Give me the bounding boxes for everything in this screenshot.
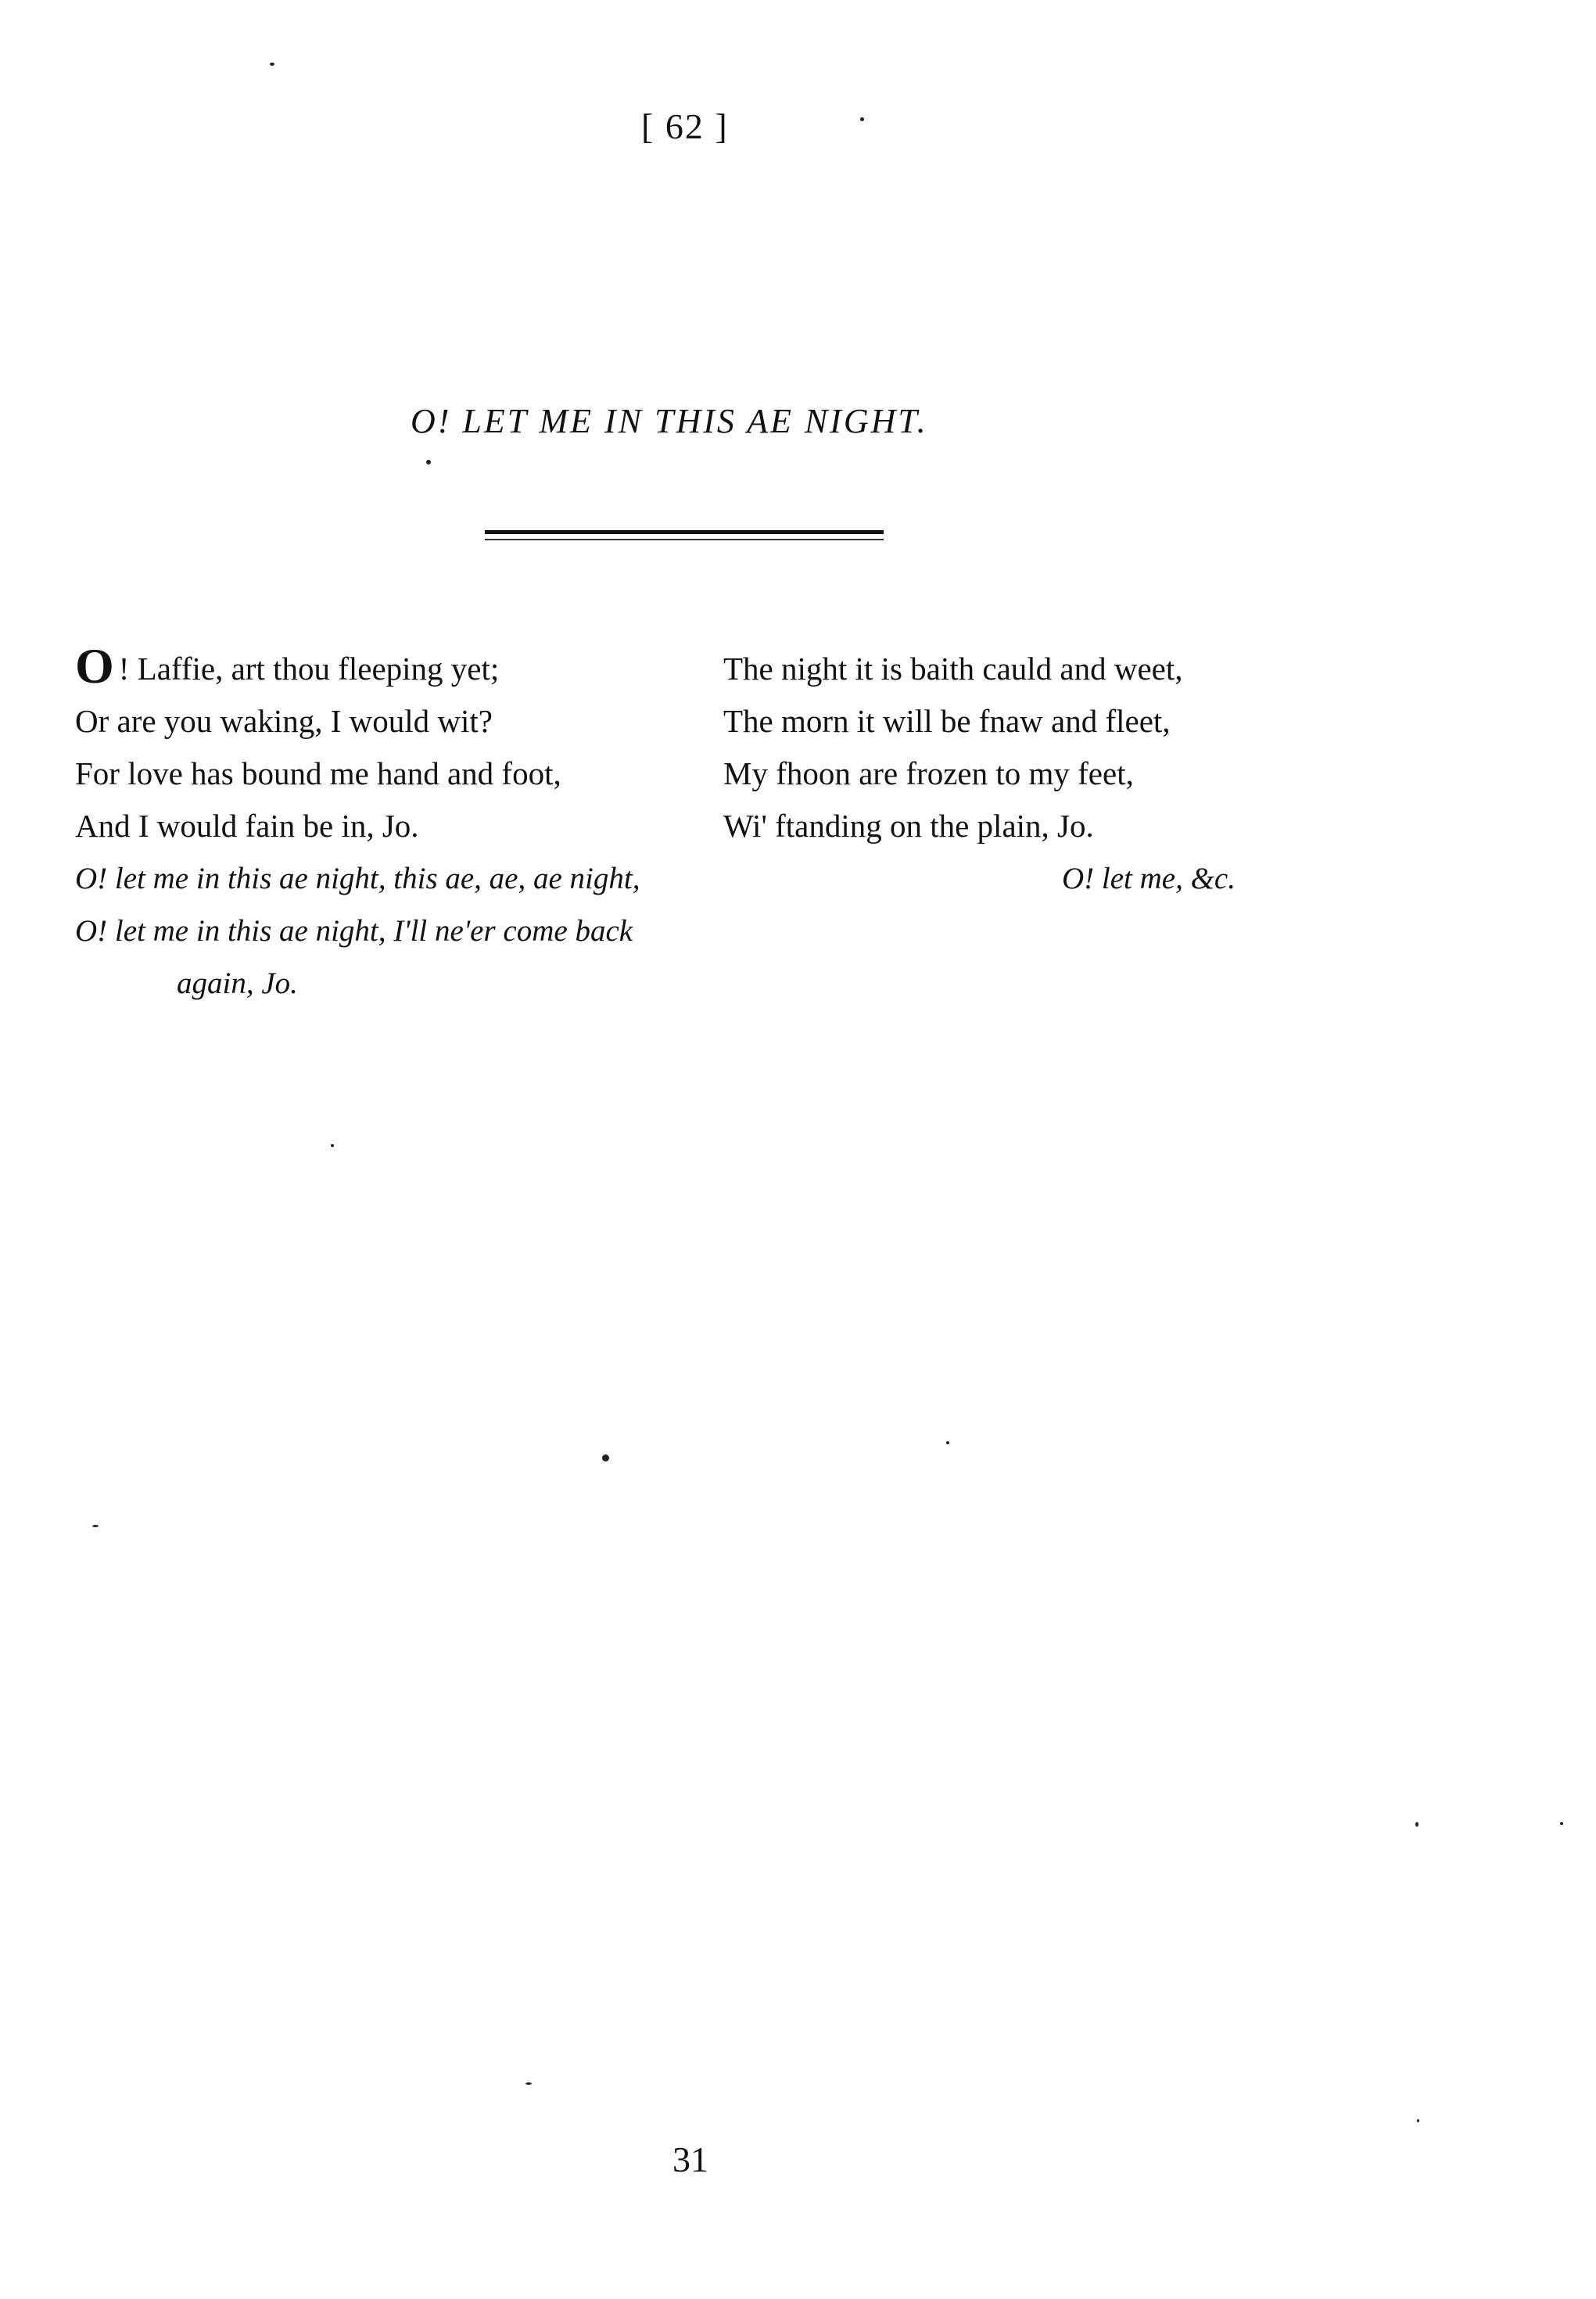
verse-line: My fhoon are frozen to my feet, — [723, 755, 1134, 791]
print-speck — [602, 1454, 609, 1462]
print-speck — [92, 1525, 99, 1527]
print-speck — [270, 63, 274, 66]
print-speck — [525, 2082, 532, 2085]
verse-line: Wi' ftanding on the plain, Jo. — [723, 808, 1094, 844]
page-number: [ 62 ] — [641, 106, 729, 146]
print-speck — [426, 460, 431, 464]
print-speck — [331, 1144, 334, 1147]
chorus-line: again, Jo. — [177, 967, 298, 1000]
folio-number: 31 — [672, 2139, 708, 2179]
print-speck — [860, 117, 864, 121]
print-speck — [1417, 2119, 1419, 2122]
left-column — [75, 638, 716, 1010]
chorus-line: O! let me in this ae night, I'll ne'er come back — [75, 914, 633, 948]
verse-line: And I would fain be in, Jo. — [75, 808, 419, 844]
refrain-line: O! let me, &c. — [1061, 862, 1236, 895]
verse-line: The morn it will be fnaw and fleet, — [723, 703, 1171, 739]
verse-line-text: ! Laffie, art thou fleeping yet; — [118, 651, 500, 687]
chorus-line: O! let me in this ae night, this ae, ae, ae night, — [75, 862, 640, 895]
poem-title: O! LET ME IN THIS AE NIGHT. — [411, 402, 928, 440]
print-speck — [1415, 1822, 1418, 1827]
right-column — [723, 643, 1310, 905]
print-speck — [946, 1441, 949, 1444]
title-divider — [485, 530, 884, 540]
verse-line: The night it is baith cauld and weet, — [723, 651, 1183, 687]
verse-line: For love has bound me hand and foot, — [75, 755, 561, 791]
verse-line — [75, 638, 716, 695]
print-speck — [1560, 1822, 1563, 1825]
drop-cap: O — [75, 638, 114, 694]
verse-line: Or are you waking, I would wit? — [75, 703, 493, 739]
